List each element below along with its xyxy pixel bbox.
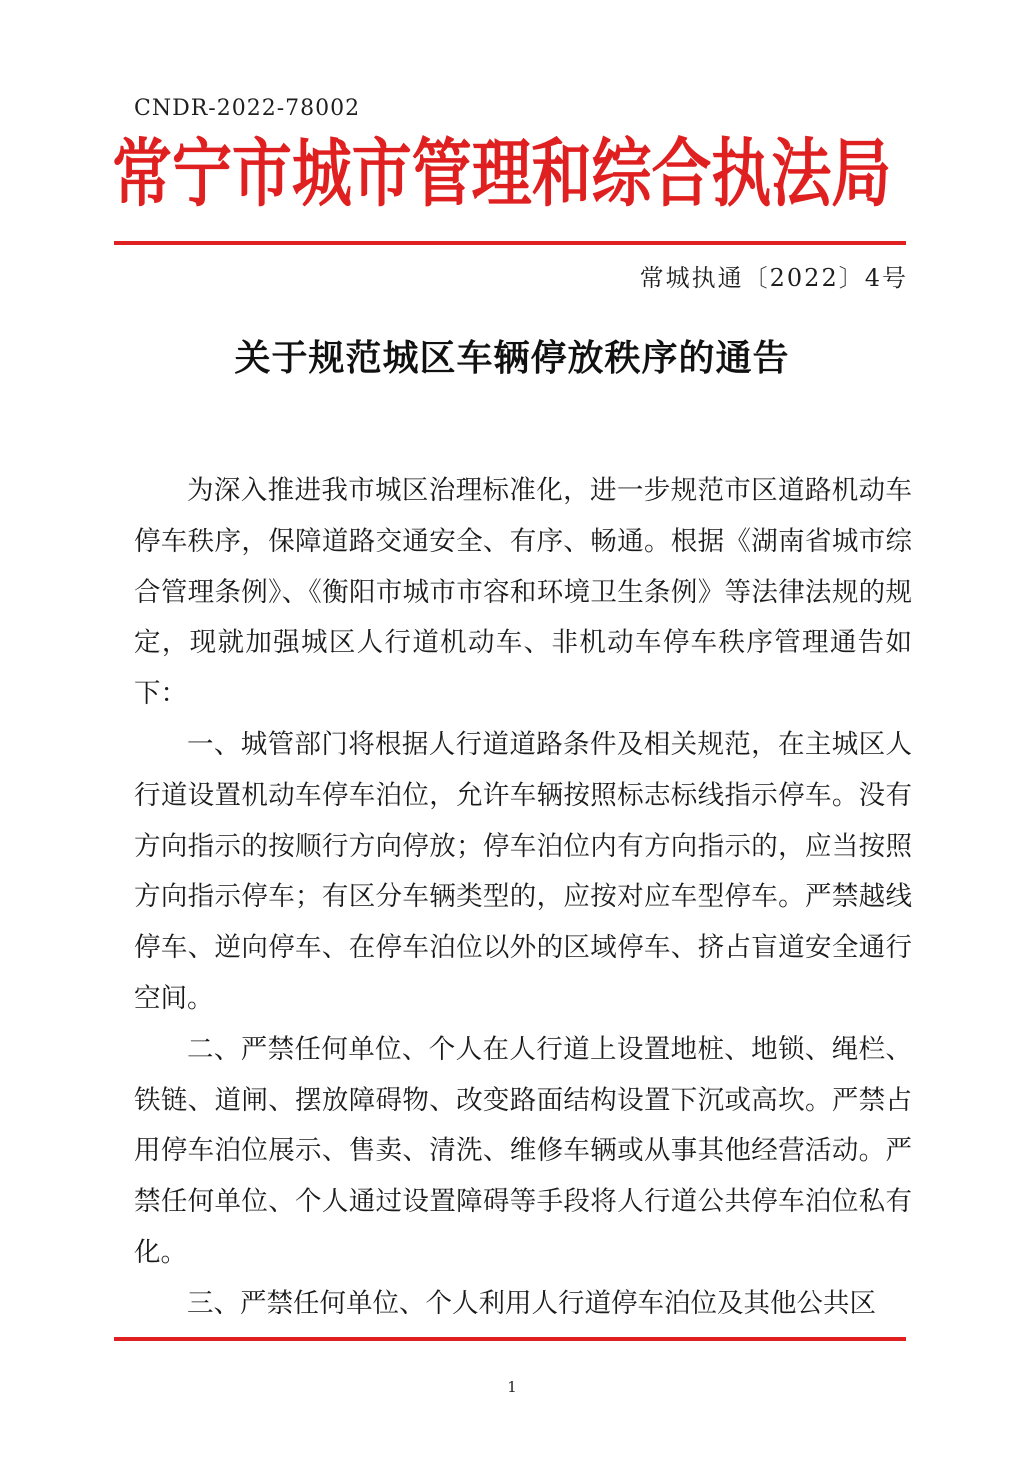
document-number: 常城执通〔2022〕4号 [639,264,908,292]
body-paragraph: 为深入推进我市城区治理标准化，进一步规范市区道路机动车停车秩序，保障道路交通安全、有序、畅通。根据《湖南省城市综合管理条例》、《衡阳市城市市容和环境卫生条例》等法律法规的规定，现就加强城区人行道机动车、非机动车停车秩序管理通告如下： [134,475,912,710]
footer-red-rule [114,1337,906,1341]
body-paragraph: 三、严禁任何单位、个人利用人行道停车泊位及其他公共区 [187,1287,876,1319]
document-code: CNDR-2022-78002 [134,96,361,121]
document-title: 关于规范城区车辆停放秩序的通告 [234,337,790,379]
body-paragraph: 一、城管部门将根据人行道道路条件及相关规范，在主城区人行道设置机动车停车泊位，允许车辆按照标志标线指示停车。没有方向指示的按顺行方向停放；停车泊位内有方向指示的，应当按照方向指示停车；有区分车辆类型的，应按对应车型停车。严禁越线停车、逆向停车、在停车泊位以外的区域停车、挤占盲道安全通行空间。 [134,728,912,1014]
document-body [134,466,912,1330]
body-paragraph: 二、严禁任何单位、个人在人行道上设置地桩、地锁、绳栏、铁链、道闸、摆放障碍物、改变路面结构设置下沉或高坎。严禁占用停车泊位展示、售卖、清洗、维修车辆或从事其他经营活动。严禁任何单位、个人通过设置障碍等手段将人行道公共停车泊位私有化。 [134,1033,912,1268]
issuer-masthead: 常宁市城市管理和综合执法局 [112,131,892,217]
page-number: 1 [507,1378,517,1396]
masthead-red-rule [114,241,906,245]
